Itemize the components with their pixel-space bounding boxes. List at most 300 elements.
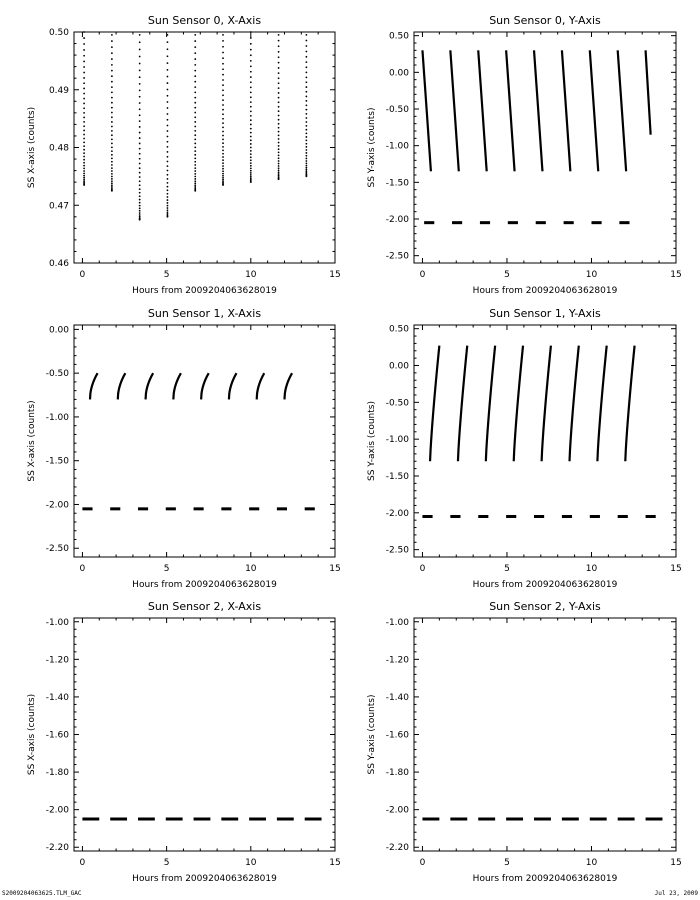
data-point bbox=[167, 113, 169, 115]
data-point bbox=[139, 163, 141, 165]
data-point bbox=[167, 205, 169, 207]
y-tick-label: -1.80 bbox=[385, 768, 409, 779]
data-point bbox=[83, 130, 85, 132]
data-point bbox=[278, 151, 280, 153]
data-point bbox=[305, 76, 307, 78]
data-point bbox=[222, 84, 224, 86]
data-point bbox=[250, 65, 252, 67]
y-tick-label: -1.50 bbox=[385, 178, 409, 189]
series-passes bbox=[422, 50, 650, 171]
y-tick-label: -2.50 bbox=[385, 251, 409, 262]
data-point bbox=[111, 178, 113, 180]
data-point bbox=[167, 170, 169, 172]
data-point bbox=[305, 91, 307, 93]
data-point bbox=[194, 126, 196, 128]
data-point bbox=[250, 156, 252, 158]
y-tick-label: -1.50 bbox=[385, 471, 409, 482]
sensor-pass-trace bbox=[478, 50, 486, 171]
data-point bbox=[278, 119, 280, 121]
sensor-pass-trace bbox=[284, 373, 292, 399]
data-point bbox=[139, 214, 141, 216]
data-point bbox=[222, 104, 224, 106]
data-point bbox=[83, 82, 85, 84]
data-point bbox=[167, 89, 169, 91]
x-tick-label: 10 bbox=[585, 858, 598, 868]
data-point bbox=[111, 150, 113, 152]
y-tick-label: -0.50 bbox=[385, 105, 409, 115]
data-point bbox=[139, 76, 141, 78]
data-point bbox=[111, 64, 113, 66]
data-point bbox=[83, 103, 85, 105]
data-point bbox=[305, 45, 307, 47]
sensor-pass-trace bbox=[486, 346, 495, 462]
data-point bbox=[83, 88, 85, 90]
data-point bbox=[278, 77, 280, 79]
data-point bbox=[305, 40, 307, 42]
data-point bbox=[167, 69, 169, 71]
data-point bbox=[83, 134, 85, 136]
data-point bbox=[139, 83, 141, 85]
data-point bbox=[83, 107, 85, 109]
y-axis-label: SS Y-axis (counts) bbox=[367, 694, 377, 775]
data-point bbox=[278, 92, 280, 94]
data-point bbox=[139, 172, 141, 174]
chart-title: Sun Sensor 2, Y-Axis bbox=[489, 600, 601, 613]
data-point bbox=[139, 176, 141, 178]
data-point bbox=[167, 211, 169, 213]
x-tick-label: 0 bbox=[79, 564, 86, 574]
data-point bbox=[139, 102, 141, 104]
x-tick-label: 15 bbox=[329, 270, 341, 280]
data-point bbox=[222, 74, 224, 76]
data-point bbox=[111, 58, 113, 60]
y-tick-label: -1.80 bbox=[45, 768, 69, 779]
data-point bbox=[194, 167, 196, 169]
data-point bbox=[139, 34, 141, 36]
data-point bbox=[83, 149, 85, 151]
data-point bbox=[305, 170, 307, 172]
data-point bbox=[194, 146, 196, 148]
data-point bbox=[167, 213, 169, 215]
data-point bbox=[222, 89, 224, 91]
data-point bbox=[111, 107, 113, 109]
data-point bbox=[194, 75, 196, 77]
y-tick-label: -1.60 bbox=[385, 730, 409, 741]
y-axis-label: SS X-axis (counts) bbox=[27, 693, 37, 776]
data-point bbox=[167, 151, 169, 153]
data-point bbox=[111, 173, 113, 175]
x-tick-label: 10 bbox=[585, 564, 598, 574]
data-point bbox=[83, 177, 85, 179]
sensor-pass-trace bbox=[506, 50, 514, 171]
data-point bbox=[194, 70, 196, 72]
y-tick-label: 0.48 bbox=[48, 143, 69, 154]
data-point bbox=[83, 175, 85, 177]
data-point bbox=[222, 68, 224, 70]
data-point bbox=[139, 49, 141, 51]
data-point bbox=[194, 130, 196, 132]
data-point bbox=[222, 94, 224, 96]
y-tick-label: -2.00 bbox=[385, 508, 409, 519]
data-point bbox=[194, 134, 196, 136]
data-point bbox=[83, 121, 85, 123]
data-point bbox=[305, 71, 307, 73]
data-point bbox=[278, 82, 280, 84]
data-point bbox=[111, 121, 113, 123]
data-point bbox=[111, 143, 113, 145]
data-point bbox=[305, 167, 307, 169]
data-point bbox=[305, 160, 307, 162]
data-point bbox=[167, 174, 169, 176]
data-point bbox=[139, 137, 141, 139]
x-tick-label: 5 bbox=[504, 858, 510, 868]
data-point bbox=[83, 66, 85, 68]
y-tick-label: -1.00 bbox=[385, 617, 409, 628]
sensor-pass-trace bbox=[430, 346, 439, 462]
data-point bbox=[305, 113, 307, 115]
y-tick-label: -1.00 bbox=[45, 617, 69, 628]
y-tick-label: -2.20 bbox=[45, 843, 69, 854]
data-point bbox=[167, 182, 169, 184]
data-point bbox=[250, 110, 252, 112]
x-axis-label: Hours from 2009204063628019 bbox=[132, 874, 277, 884]
data-point bbox=[167, 199, 169, 201]
data-point bbox=[250, 174, 252, 176]
sensor-pass-trace bbox=[625, 346, 634, 462]
data-point bbox=[83, 165, 85, 167]
data-point bbox=[194, 64, 196, 66]
data-point bbox=[194, 102, 196, 104]
x-tick-label: 5 bbox=[163, 858, 170, 868]
data-point bbox=[83, 159, 85, 161]
data-point bbox=[222, 173, 224, 175]
plot-frame bbox=[74, 32, 335, 263]
data-point bbox=[194, 46, 196, 48]
sensor-pass-trace bbox=[118, 373, 126, 399]
data-point bbox=[305, 143, 307, 145]
data-point bbox=[278, 62, 280, 64]
sensor-pass-trace bbox=[542, 346, 551, 462]
sensor-pass-trace bbox=[173, 373, 181, 399]
x-axis-label: Hours from 2009204063628019 bbox=[132, 580, 277, 590]
data-point bbox=[167, 141, 169, 143]
data-point bbox=[305, 61, 307, 63]
y-tick-label: 0.49 bbox=[48, 85, 69, 96]
x-tick-label: 15 bbox=[670, 270, 682, 280]
y-tick-label: -1.20 bbox=[45, 655, 69, 666]
data-point bbox=[278, 169, 280, 171]
data-point bbox=[278, 148, 280, 150]
data-point bbox=[250, 143, 252, 145]
y-tick-label: -0.50 bbox=[45, 369, 69, 380]
y-axis-label: SS X-axis (counts) bbox=[27, 400, 37, 482]
data-point bbox=[278, 157, 280, 159]
data-point bbox=[222, 170, 224, 172]
data-point bbox=[222, 99, 224, 101]
data-point bbox=[139, 180, 141, 182]
data-point bbox=[83, 145, 85, 147]
data-point bbox=[278, 115, 280, 117]
data-point bbox=[83, 37, 85, 39]
x-axis-label: Hours from 2009204063628019 bbox=[472, 286, 618, 296]
data-point bbox=[305, 125, 307, 127]
data-point bbox=[139, 108, 141, 110]
chart-title: Sun Sensor 0, X-Axis bbox=[147, 14, 262, 27]
data-point bbox=[278, 123, 280, 125]
data-point bbox=[139, 114, 141, 116]
data-point bbox=[278, 167, 280, 169]
chart-title: Sun Sensor 1, Y-Axis bbox=[489, 307, 601, 320]
data-point bbox=[278, 67, 280, 69]
data-point bbox=[222, 168, 224, 170]
sensor-pass-trace bbox=[597, 346, 606, 462]
chart-panel-3 bbox=[367, 307, 682, 590]
data-point bbox=[250, 43, 252, 45]
data-point bbox=[222, 162, 224, 164]
data-point bbox=[222, 113, 224, 115]
y-tick-label: -1.40 bbox=[45, 692, 69, 703]
data-point bbox=[194, 150, 196, 152]
data-point bbox=[167, 95, 169, 97]
y-tick-label: 0.47 bbox=[48, 201, 69, 212]
data-point bbox=[83, 162, 85, 164]
x-tick-label: 5 bbox=[504, 270, 510, 280]
data-point bbox=[250, 86, 252, 88]
data-point bbox=[83, 138, 85, 140]
data-point bbox=[139, 216, 141, 218]
data-point bbox=[194, 176, 196, 178]
data-point bbox=[222, 131, 224, 133]
data-point bbox=[111, 102, 113, 104]
data-point bbox=[83, 156, 85, 158]
y-tick-label: -1.20 bbox=[385, 655, 409, 666]
data-point bbox=[305, 56, 307, 58]
data-point bbox=[222, 165, 224, 167]
data-point bbox=[167, 146, 169, 148]
data-point bbox=[278, 87, 280, 89]
data-point bbox=[278, 160, 280, 162]
data-point bbox=[222, 52, 224, 54]
data-point bbox=[111, 182, 113, 184]
data-point bbox=[167, 130, 169, 132]
data-point bbox=[83, 93, 85, 95]
data-point bbox=[250, 91, 252, 93]
data-point bbox=[111, 86, 113, 88]
data-point bbox=[194, 154, 196, 156]
data-point bbox=[305, 96, 307, 98]
data-point bbox=[305, 146, 307, 148]
data-point bbox=[250, 106, 252, 108]
data-point bbox=[305, 162, 307, 164]
plot-frame bbox=[414, 32, 676, 263]
data-point bbox=[278, 154, 280, 156]
data-point bbox=[167, 156, 169, 158]
data-point bbox=[111, 146, 113, 148]
data-point bbox=[111, 92, 113, 94]
y-tick-label: 0.00 bbox=[388, 361, 409, 372]
y-tick-label: -2.20 bbox=[385, 843, 409, 854]
chart-panel-2 bbox=[27, 307, 341, 590]
data-point bbox=[305, 104, 307, 106]
data-point bbox=[222, 57, 224, 59]
data-point bbox=[194, 116, 196, 118]
y-tick-label: -1.00 bbox=[385, 141, 409, 152]
data-point bbox=[111, 170, 113, 172]
sensor-pass-trace bbox=[590, 50, 598, 171]
data-point bbox=[139, 210, 141, 212]
data-point bbox=[194, 112, 196, 114]
data-point bbox=[167, 209, 169, 211]
data-point bbox=[139, 184, 141, 186]
sensor-pass-trace bbox=[422, 50, 430, 171]
sensor-pass-trace bbox=[458, 346, 467, 462]
data-point bbox=[167, 76, 169, 78]
y-tick-label: -2.00 bbox=[385, 215, 409, 225]
x-tick-label: 0 bbox=[419, 270, 426, 280]
data-point bbox=[139, 199, 141, 201]
data-point bbox=[305, 121, 307, 123]
data-point bbox=[194, 121, 196, 123]
data-point bbox=[194, 40, 196, 42]
sensor-pass-trace bbox=[201, 373, 209, 399]
data-point bbox=[194, 86, 196, 88]
data-point bbox=[167, 55, 169, 57]
data-point bbox=[167, 193, 169, 195]
data-point bbox=[278, 110, 280, 112]
data-point bbox=[250, 162, 252, 164]
data-point bbox=[167, 165, 169, 167]
data-point bbox=[194, 180, 196, 182]
data-point bbox=[305, 155, 307, 157]
sensor-pass-trace bbox=[534, 50, 542, 171]
y-tick-label: -2.50 bbox=[385, 545, 409, 556]
y-tick-label: 0.50 bbox=[48, 28, 69, 38]
data-point bbox=[222, 46, 224, 48]
data-point bbox=[222, 153, 224, 155]
data-point bbox=[250, 176, 252, 178]
data-point bbox=[167, 196, 169, 198]
data-point bbox=[139, 56, 141, 58]
chart-title: Sun Sensor 2, X-Axis bbox=[147, 600, 262, 613]
data-point bbox=[250, 136, 252, 138]
data-point bbox=[278, 134, 280, 136]
footer-date: Jul 23, 2009 bbox=[654, 890, 698, 897]
data-point bbox=[278, 45, 280, 47]
data-point bbox=[250, 31, 252, 33]
data-point bbox=[278, 142, 280, 144]
data-point bbox=[278, 40, 280, 42]
data-point bbox=[278, 131, 280, 133]
series-passes bbox=[83, 31, 307, 220]
data-point bbox=[83, 125, 85, 127]
data-point bbox=[111, 180, 113, 182]
data-point bbox=[305, 129, 307, 131]
data-point bbox=[278, 106, 280, 108]
x-axis-label: Hours from 2009204063628019 bbox=[472, 580, 618, 590]
data-point bbox=[139, 158, 141, 160]
chart-title: Sun Sensor 1, X-Axis bbox=[147, 307, 262, 320]
data-point bbox=[222, 79, 224, 81]
data-point bbox=[139, 41, 141, 43]
y-tick-label: -1.00 bbox=[385, 435, 409, 446]
sensor-pass-trace bbox=[514, 346, 523, 462]
data-point bbox=[305, 165, 307, 167]
sensor-pass-trace bbox=[450, 50, 458, 171]
data-point bbox=[83, 117, 85, 119]
data-point bbox=[139, 202, 141, 204]
data-point bbox=[250, 167, 252, 169]
sensor-pass-trace bbox=[618, 50, 626, 171]
y-axis-label: SS Y-axis (counts) bbox=[367, 107, 377, 188]
data-point bbox=[278, 56, 280, 58]
data-point bbox=[278, 127, 280, 129]
data-point bbox=[222, 109, 224, 111]
data-point bbox=[111, 154, 113, 156]
y-tick-label: 0.00 bbox=[48, 325, 69, 336]
data-point bbox=[83, 98, 85, 100]
data-point bbox=[250, 60, 252, 62]
data-point bbox=[222, 118, 224, 120]
data-point bbox=[139, 70, 141, 72]
data-point bbox=[83, 49, 85, 51]
data-point bbox=[111, 112, 113, 114]
data-point bbox=[167, 34, 169, 36]
x-tick-label: 10 bbox=[245, 270, 257, 280]
data-point bbox=[250, 170, 252, 172]
data-point bbox=[194, 173, 196, 175]
data-point bbox=[139, 188, 141, 190]
chart-panel-5 bbox=[367, 600, 682, 884]
data-point bbox=[222, 149, 224, 151]
footer-filename: S2009204063625.TLM_GAC bbox=[2, 890, 82, 897]
data-point bbox=[139, 195, 141, 197]
plot-frame bbox=[74, 618, 335, 851]
data-point bbox=[305, 81, 307, 83]
data-point bbox=[250, 76, 252, 78]
data-point bbox=[222, 34, 224, 36]
data-point bbox=[305, 34, 307, 36]
data-point bbox=[111, 40, 113, 42]
data-point bbox=[111, 184, 113, 186]
data-point bbox=[111, 186, 113, 188]
data-point bbox=[111, 134, 113, 136]
y-tick-label: -2.00 bbox=[45, 500, 69, 511]
data-point bbox=[278, 51, 280, 53]
x-tick-label: 15 bbox=[329, 858, 341, 868]
data-point bbox=[250, 71, 252, 73]
data-point bbox=[83, 72, 85, 74]
x-tick-label: 0 bbox=[419, 858, 426, 868]
data-point bbox=[250, 139, 252, 141]
data-point bbox=[305, 132, 307, 134]
y-tick-label: -2.00 bbox=[45, 805, 69, 816]
chart-panel-4 bbox=[27, 600, 341, 884]
data-point bbox=[194, 97, 196, 99]
data-point bbox=[111, 167, 113, 169]
data-point bbox=[139, 212, 141, 214]
data-point bbox=[194, 138, 196, 140]
data-point bbox=[167, 136, 169, 138]
data-point bbox=[222, 142, 224, 144]
y-tick-label: -0.50 bbox=[385, 398, 409, 409]
y-tick-label: -1.40 bbox=[385, 692, 409, 703]
data-point bbox=[167, 119, 169, 121]
data-point bbox=[222, 156, 224, 158]
data-point bbox=[278, 165, 280, 167]
series-passes bbox=[90, 373, 292, 399]
y-axis-label: SS Y-axis (counts) bbox=[367, 401, 377, 481]
data-point bbox=[250, 172, 252, 174]
